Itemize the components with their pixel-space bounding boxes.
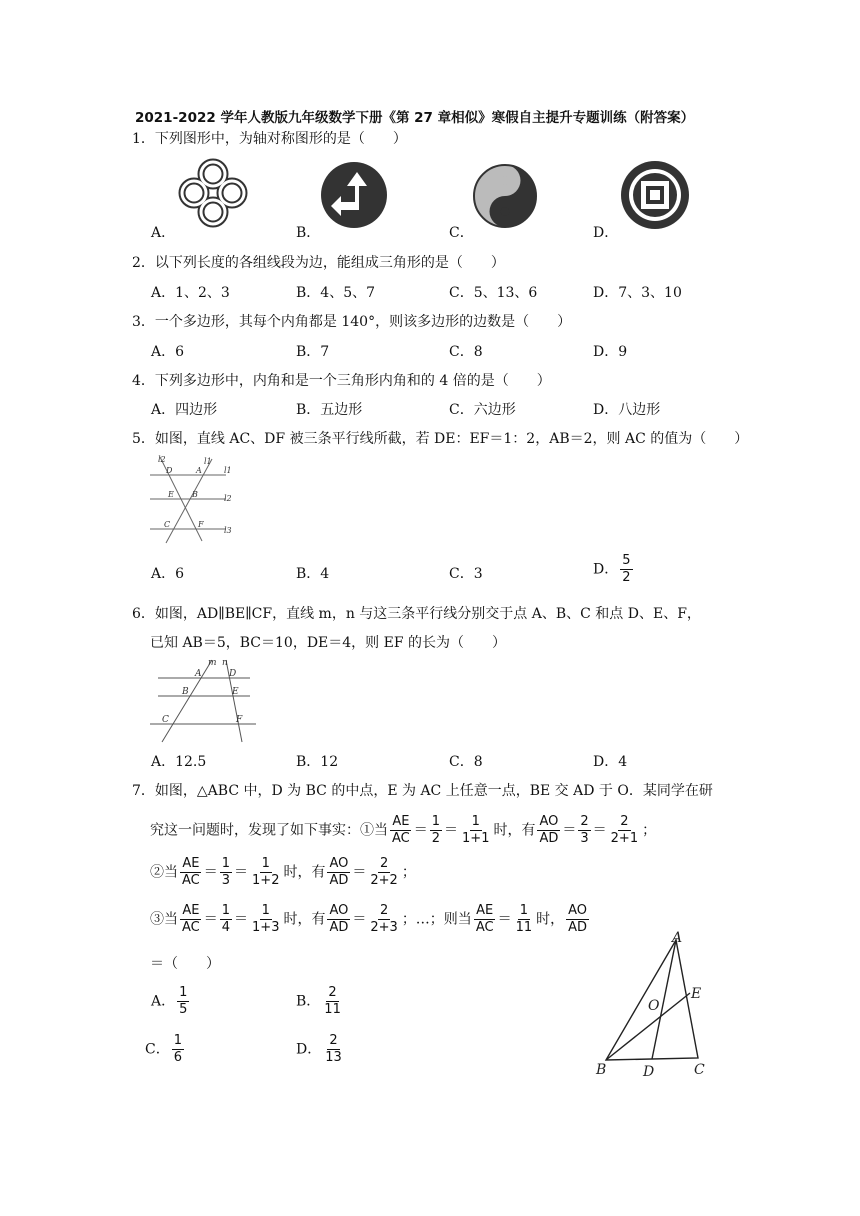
q1-option-a: A． <box>151 225 176 241</box>
question-2-stem: 2．以下列长度的各组线段为边，能组成三角形的是（ ） <box>132 255 505 271</box>
q7-option-a: A． $\frac{1}{5}$ <box>151 985 188 1017</box>
q5-option-c: C．3 <box>449 566 483 582</box>
q7-option-c: C． $\frac{1}{6}$ <box>145 1033 182 1065</box>
q5-option-d <box>593 553 635 586</box>
q7-fact-2: ②当 $\frac{AE}{AC}$ ＝ $\frac{1}{3}$ ＝ $\frac{1}{1+2}$ 时，有 $\frac{AO}{AD}$ ＝ $\frac{2}{2+2}$ ； <box>150 856 416 888</box>
q5-option-b: B．4 <box>296 566 330 582</box>
q6-label-n: n <box>222 658 228 668</box>
q6-figure <box>146 656 260 744</box>
q5-option-d-label: D． <box>593 561 619 578</box>
question-6-stem-line1: 6．如图，AD∥BE∥CF，直线 m，n 与这三条平行线分别交于点 A、B、C 和点 D、E、F， <box>132 606 701 622</box>
question-4-stem: 4．下列多边形中，内角和是一个三角形内角和的 4 倍的是（ ） <box>132 373 551 389</box>
q2-option-d: D．7、3、10 <box>593 285 682 301</box>
knot-logo-icon <box>176 156 250 230</box>
q5-label-l3: l3 <box>224 526 232 535</box>
coin-icon <box>619 159 691 231</box>
q7-fact-3: ③当 $\frac{AE}{AC}$ ＝ $\frac{1}{4}$ ＝ $\frac{1}{1+3}$ 时，有 $\frac{AO}{AD}$ ＝ $\frac{2}{2+3}$ ；…；则当 $\frac{AE}{AC}$ ＝ $\frac{1}{11}$ 时， $\frac{AO}{AD}$ <box>150 903 588 935</box>
q7-label-d: D <box>643 1064 655 1078</box>
page-title: 2021-2022 学年人教版九年级数学下册《第 27 章相似》寒假自主提升专题训练（附答案） <box>135 110 695 126</box>
q7-label-a: A <box>672 930 683 946</box>
q4-option-b: B．五边形 <box>296 402 363 418</box>
q5-label-l1: l1 <box>224 466 232 475</box>
q7-triangle-figure <box>590 928 720 1078</box>
q6-option-a: A．12.5 <box>151 754 207 770</box>
question-5-stem: 5．如图，直线 AC、DF 被三条平行线所截，若 DE：EF＝1：2，AB＝2，则 AC 的值为（ ） <box>132 431 749 447</box>
q5-label-l2: l2 <box>158 455 166 464</box>
q4-option-a: A．四边形 <box>151 402 218 418</box>
q7-fact-1: 究这一问题时，发现了如下事实：①当 $\frac{AE}{AC}$ ＝ $\frac{1}{2}$ ＝ $\frac{1}{1+1}$ 时，有 $\frac{AO}{AD}$ ＝ $\frac{2}{3}$ ＝ $\frac{2}{2+1}$ ； <box>150 814 657 846</box>
q6-label-c: C <box>162 715 169 725</box>
q5-label-a: A <box>196 466 202 475</box>
q2-option-b: B．4、5、7 <box>296 285 376 301</box>
q7-option-d: D． $\frac{2}{13}$ <box>296 1033 342 1065</box>
q7-option-b: B． $\frac{2}{11}$ <box>296 985 341 1017</box>
q6-label-d: D <box>229 669 237 679</box>
q4-option-d: D．八边形 <box>593 402 661 418</box>
q5-label-f: F <box>198 520 204 529</box>
q7-label-o: O <box>648 998 660 1014</box>
question-7-stem-line1: 7．如图，△ABC 中，D 为 BC 的中点，E 为 AC 上任意一点，BE 交 AD 于 O．某同学在研 <box>132 783 713 799</box>
q1-option-b: B． <box>296 225 321 241</box>
q5-label-e: E <box>168 490 174 499</box>
q5-figure <box>146 453 242 545</box>
q6-option-b: B．12 <box>296 754 339 770</box>
q6-option-d: D．4 <box>593 754 628 770</box>
q6-label-f: F <box>236 715 243 725</box>
q5-label-d: D <box>166 466 173 475</box>
question-3-stem: 3．一个多边形，其每个内角都是 140°，则该多边形的边数是（ ） <box>132 314 572 330</box>
q7-label-e: E <box>691 986 702 1002</box>
q7-answer-blank: ＝（ ） <box>150 956 220 972</box>
q5-label-c: C <box>164 520 171 529</box>
arrow-sign-icon <box>319 160 389 230</box>
q1-option-d: D． <box>593 225 619 241</box>
q1-option-c: C． <box>449 225 474 241</box>
q5-option-d-fraction: $\frac{5}{2}$ <box>622 553 631 585</box>
q7-label-c: C <box>694 1062 705 1078</box>
q6-label-m: m <box>208 658 217 668</box>
q2-option-c: C．5、13、6 <box>449 285 538 301</box>
yin-yang-icon <box>472 163 538 229</box>
q6-option-c: C．8 <box>449 754 483 770</box>
q3-option-c: C．8 <box>449 344 483 360</box>
q3-option-b: B．7 <box>296 344 330 360</box>
q5-option-a: A．6 <box>151 566 185 582</box>
q3-option-a: A．6 <box>151 344 185 360</box>
q6-label-b: B <box>182 687 189 697</box>
q4-option-c: C．六边形 <box>449 402 516 418</box>
q5-label-l2-right: l2 <box>224 494 232 503</box>
question-1-stem: 1．下列图形中，为轴对称图形的是（ ） <box>132 131 407 147</box>
q3-option-d: D．9 <box>593 344 628 360</box>
q6-label-a: A <box>195 669 202 679</box>
q7-label-b: B <box>596 1062 607 1078</box>
question-6-stem-line2: 已知 AB＝5，BC＝10，DE＝4，则 EF 的长为（ ） <box>150 635 507 651</box>
q6-label-e: E <box>232 687 239 697</box>
q2-option-a: A．1、2、3 <box>151 285 230 301</box>
q5-label-l1-top: l1 <box>204 457 212 466</box>
q5-label-b: B <box>192 490 198 499</box>
